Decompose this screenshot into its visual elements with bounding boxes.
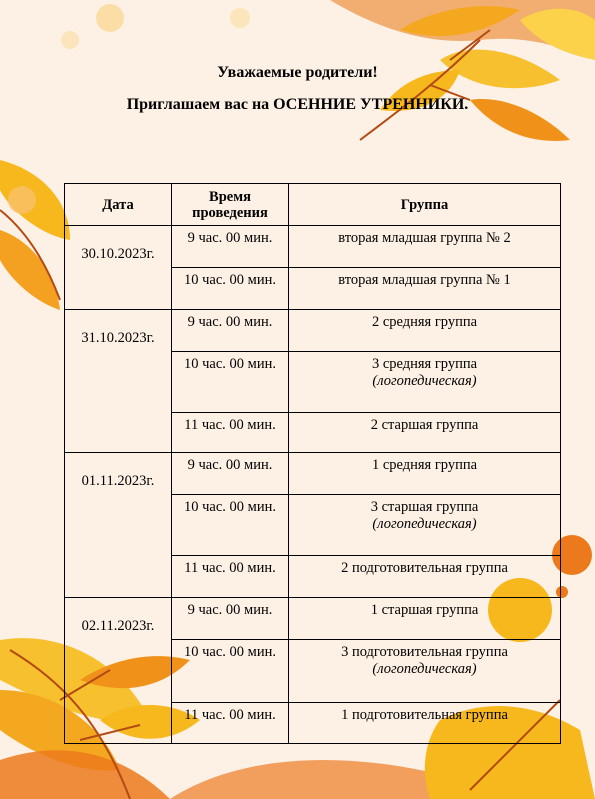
group-cell: вторая младшая группа № 1: [289, 268, 561, 310]
group-cell: 1 средняя группа: [289, 453, 561, 495]
table-row: [65, 310, 561, 352]
header-date: Дата: [65, 184, 172, 226]
header-time: Время проведения: [172, 184, 289, 226]
time-cell: 9 час. 00 мин.: [172, 598, 289, 640]
date-cell: 31.10.2023г.: [65, 310, 172, 453]
greeting-heading: Уважаемые родители!: [217, 64, 378, 81]
table-row: [65, 453, 561, 495]
group-cell: 3 средняя группа (логопедическая): [289, 352, 561, 413]
group-cell: 1 подготовительная группа: [289, 703, 561, 744]
invitation-heading: Приглашаем вас на ОСЕННИЕ УТРЕННИКИ.: [126, 96, 469, 113]
group-cell: 2 подготовительная группа: [289, 556, 561, 598]
time-cell: 9 час. 00 мин.: [172, 310, 289, 352]
group-note: (логопедическая): [372, 661, 477, 677]
date-cell: 02.11.2023г.: [65, 598, 172, 744]
time-cell: 11 час. 00 мин.: [172, 703, 289, 744]
group-cell: 1 старшая группа: [289, 598, 561, 640]
header-group: Группа: [289, 184, 561, 226]
time-cell: 10 час. 00 мин.: [172, 268, 289, 310]
group-cell: вторая младшая группа № 2: [289, 226, 561, 268]
time-cell: 11 час. 00 мин.: [172, 556, 289, 598]
date-cell: 01.11.2023г.: [65, 453, 172, 598]
time-cell: 10 час. 00 мин.: [172, 640, 289, 703]
date-cell: 30.10.2023г.: [65, 226, 172, 310]
group-note: (логопедическая): [372, 516, 477, 532]
time-cell: 9 час. 00 мин.: [172, 453, 289, 495]
group-cell: 2 старшая группа: [289, 413, 561, 453]
group-cell: 3 подготовительная группа (логопедическая): [289, 640, 561, 703]
group-cell: 3 старшая группа (логопедическая): [289, 495, 561, 556]
time-cell: 10 час. 00 мин.: [172, 352, 289, 413]
group-note: (логопедическая): [372, 373, 477, 389]
table-header-row: [65, 184, 561, 226]
group-cell: 2 средняя группа: [289, 310, 561, 352]
time-cell: 10 час. 00 мин.: [172, 495, 289, 556]
time-cell: 9 час. 00 мин.: [172, 226, 289, 268]
table-row: [65, 226, 561, 268]
schedule-table: [64, 183, 561, 744]
time-cell: 11 час. 00 мин.: [172, 413, 289, 453]
table-row: [65, 598, 561, 640]
